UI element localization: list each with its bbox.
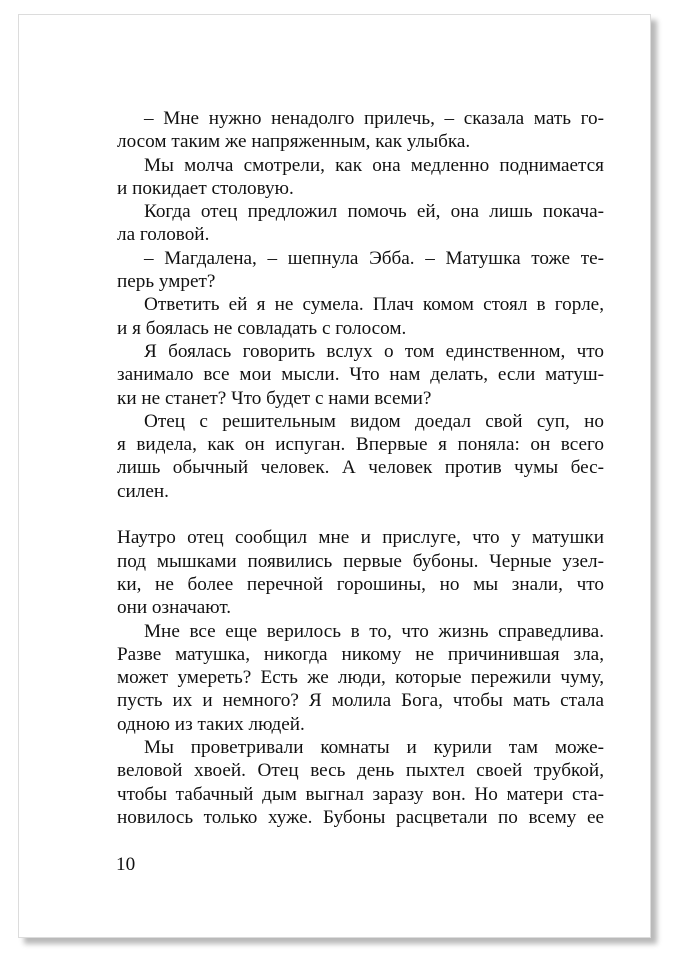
paragraph [117,107,604,154]
text-line: силен. [117,480,169,502]
text-line: Разве матушка, никогда никому не причинившая зла, [117,643,604,665]
text-line: Я боялась говорить вслух о том единственном, что [144,340,604,362]
text-line: ла головой. [117,224,210,246]
text-line: одною из таких людей. [117,713,305,735]
paragraph [117,620,604,736]
text-line: Ответить ей я не сумела. Плач комом стоял в горле, [144,294,604,316]
text-line: лишь обычный человек. А человек против чумы бес- [117,457,604,479]
paragraph [117,340,604,410]
text-line: может умереть? Есть же люди, которые пережили чуму, [117,667,604,689]
text-line: Мы проветривали комнаты и курили там може- [144,737,604,759]
text-line: Мне все еще верилось в то, что жизнь справедлива. [144,620,604,642]
text-line: Отец с решительным видом доедал свой суп, но [144,410,604,432]
text-line: чтобы табачный дым выгнал заразу вон. Но матери ста- [117,783,604,805]
text-line: занимало все мои мысли. Что нам делать, если матуш- [117,364,604,386]
text-line: – Мне нужно ненадолго прилечь, – сказала мать го- [144,108,604,129]
text-line: ки не станет? Что будет с нами всеми? [117,387,432,409]
text-line: Когда отец предложил помочь ей, она лишь покача- [144,201,604,223]
book-page [18,14,651,938]
text-line: веловой хвоей. Отец весь день пыхтел своей трубкой, [117,760,604,782]
paragraph [117,410,604,503]
text-line: Наутро отец сообщил мне и прислуге, что у матушки [117,527,604,549]
text-line: пусть их и немного? Я молила Бога, чтобы мать стала [117,690,604,712]
body-text [117,107,604,829]
text-line: и покидает столовую. [117,177,294,199]
paragraph [117,293,604,340]
text-line: они означают. [117,597,232,619]
paragraph [117,526,604,619]
text-line: перь умрет? [117,271,216,293]
text-line: ки, не более перечной горошины, но мы знали, что [117,573,604,595]
text-line: под мышками появились первые бубоны. Черные узел- [117,550,604,572]
text-line: новилось только хуже. Бубоны расцветали по всему ее [117,806,604,828]
text-line: и я боялась не совладать с голосом. [117,317,407,339]
text-line: лосом таким же напряженным, как улыбка. [117,131,471,153]
paragraph [117,154,604,201]
text-line: я видела, как он испуган. Впервые я поняла: он всего [117,434,604,456]
section-break [117,503,604,526]
paragraph [117,736,604,829]
paragraph [117,200,604,247]
page-number: 10 [116,854,136,875]
paragraph [117,247,604,294]
text-line: Мы молча смотрели, как она медленно поднимается [144,154,604,176]
text-line: – Магдалена, – шепнула Эбба. – Матушка тоже те- [144,247,604,269]
